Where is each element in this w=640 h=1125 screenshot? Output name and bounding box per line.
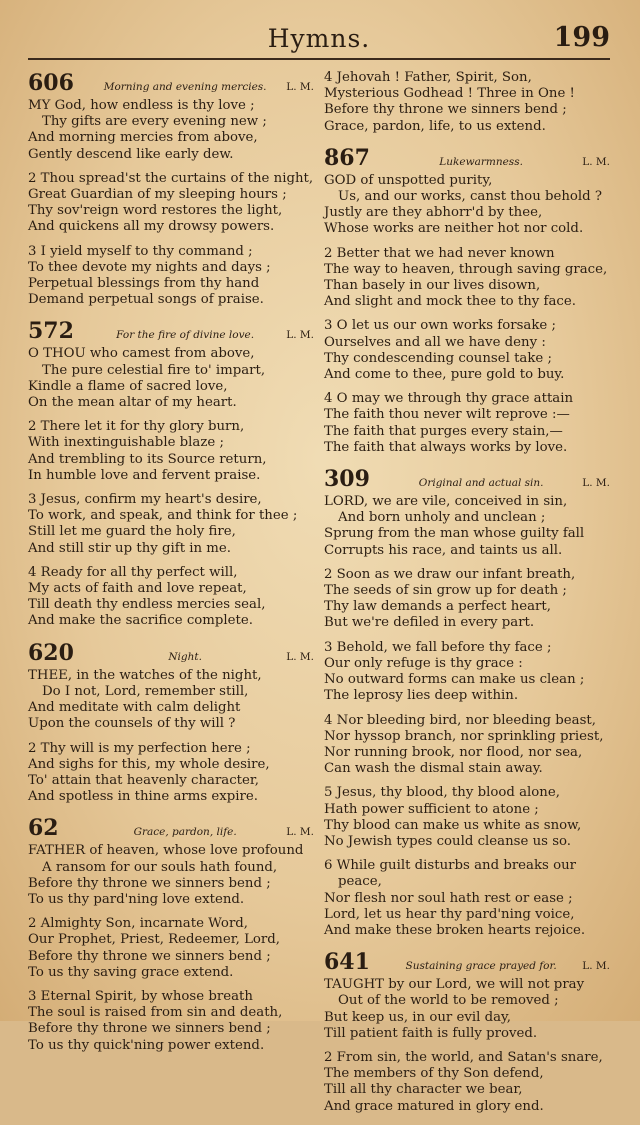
hymn [324,70,610,135]
verse-line: 4 Nor bleeding bird, nor bleeding beast, [324,712,596,728]
verse-line: And sighs for this, my whole desire, [28,756,270,772]
hymn-heading [28,640,314,666]
verse-line: Nor flesh nor soul hath rest or ease ; [324,890,573,906]
verse [324,785,610,850]
verse [28,668,314,733]
verse-line: THEE, in the watches of the night, [28,667,262,683]
verse-line: O THOU who camest from above, [28,346,255,362]
verse-line: My acts of faith and love repeat, [28,581,247,597]
verse-line: But we're defiled in every part. [324,615,535,631]
verse-line: To us thy saving grace extend. [28,964,234,980]
verse-line: Corrupts his race, and taints us all. [324,542,563,558]
verse-line: And still stir up thy gift in me. [28,540,232,556]
verse-line: Nor hyssop branch, nor sprinkling priest, [324,728,604,744]
verse [324,318,610,383]
verse-line: Still let me guard the holy fire, [28,524,236,540]
verse-line: Grace, pardon, life, to us extend. [324,118,546,134]
verse [324,977,610,1042]
hymn [28,318,314,629]
verse-line: TAUGHT by our Lord, we will not pray [324,977,585,993]
column-2 [324,70,610,1125]
verse-line: The faith thou never wilt reprove :— [324,407,570,423]
hymn-meter: L. M. [286,650,314,663]
verse-line: 2 From sin, the world, and Satan's snare, [324,1049,603,1065]
hymn-number: 309 [324,466,370,493]
verse [324,1050,610,1115]
hymn-meter: L. M. [286,81,314,93]
verse-line: But keep us, in our evil day, [324,1009,512,1025]
verse-line: peace, [338,874,382,890]
verse-line: Ourselves and all we have deny : [324,334,546,350]
verse [324,640,610,705]
hymn [28,640,314,806]
verse-line: 3 Jesus, confirm my heart's desire, [28,492,262,508]
verse-line: 2 Almighty Son, incarnate Word, [28,916,249,932]
verse-line: And make these broken hearts rejoice. [324,922,586,938]
verse [324,173,610,238]
verse-line: With inextinguishable blaze ; [28,435,224,451]
verse-line: A ransom for our souls hath found, [42,859,278,875]
hymn-number: 62 [28,815,59,842]
verse [324,391,610,456]
verse-line: The soul is raised from sin and death, [28,1005,283,1021]
verse-line: FATHER of heaven, whose love profound [28,843,304,859]
verse-line: Than basely in our lives disown, [324,278,541,294]
hymn-heading [28,318,314,344]
verse-line: Thy blood can make us white as snow, [324,817,582,833]
verse-line: Before thy throne we sinners bend ; [324,102,567,118]
column-1 [28,70,314,1125]
hymn-heading [28,815,314,841]
verse-line: Before thy throne we sinners bend ; [28,948,271,964]
verse-line: Out of the world to be removed ; [338,993,559,1009]
hymn-columns [28,60,610,1125]
verse-line: The faith that always works by love. [324,439,568,455]
verse [28,171,314,236]
verse-line: To' attain that heavenly character, [28,772,260,788]
verse-line: And born unholy and unclean ; [338,510,546,526]
verse-line: 3 I yield myself to thy command ; [28,243,253,259]
verse-line: Nor running brook, nor flood, nor sea, [324,744,583,760]
verse-line: And morning mercies from above, [28,130,258,146]
verse-line: Upon the counsels of thy will ? [28,716,236,732]
verse-line: And quickens all my drowsy powers. [28,219,275,235]
page-title: Hymns. [267,24,371,53]
verse [28,492,314,557]
verse-line: Thy law demands a perfect heart, [324,599,551,615]
verse-line: On the mean altar of my heart. [28,395,237,411]
hymn-meter: L. M. [286,329,314,342]
hymn-theme: Grace, pardon, life. [133,826,237,839]
verse-line: 6 While guilt disturbs and breaks our [324,858,577,874]
verse-line: 2 There let it for thy glory burn, [28,419,245,435]
verse-line: 4 O may we through thy grace attain [324,391,574,407]
hymn-meter: L. M. [286,826,314,839]
verse-line: Hath power sufficient to atone ; [324,801,539,817]
verse-line: 4 Jehovah ! Father, Spirit, Son, [324,70,532,85]
verse [28,916,314,981]
hymn-theme: Morning and evening mercies. [103,81,267,93]
verse [324,70,610,135]
verse-line: Justly are they abhorr'd by thee, [324,205,543,221]
hymn-heading [324,466,610,492]
verse-line: The members of thy Son defend, [324,1066,544,1082]
verse-line: The pure celestial fire to' impart, [42,362,266,378]
verse-line: The faith that purges every stain,— [324,423,563,439]
verse-line: To thee devote my nights and days ; [28,259,271,275]
verse [324,567,610,632]
verse-line: Till all thy character we bear, [324,1082,523,1098]
verse-line: 2 Better that we had never known [324,245,555,261]
hymn-theme: Night. [168,650,202,663]
verse-line: The leprosy lies deep within. [324,688,519,704]
hymn-theme: For the fire of divine love. [116,329,255,342]
verse-line: And come to thee, pure gold to buy. [324,367,565,383]
verse-line: Till patient faith is fully proved. [324,1025,538,1041]
verse-line: 2 Thy will is my perfection here ; [28,740,251,756]
verse-line: 2 Thou spread'st the curtains of the night, [28,170,314,186]
verse [324,858,610,939]
verse-line: Demand perpetual songs of praise. [28,292,264,308]
verse-line: And trembling to its Source return, [28,451,267,467]
hymn-number: 606 [28,70,74,96]
verse [28,419,314,484]
hymn-meter: L. M. [582,155,610,168]
verse-line: In humble love and fervent praise. [28,467,261,483]
hymn-number: 641 [324,949,370,976]
verse-line: The seeds of sin grow up for death ; [324,583,567,599]
hymn-meter: L. M. [582,960,610,973]
hymn [28,815,314,1053]
verse-line: And make the sacrifice complete. [28,613,253,629]
verse-line: Mysterious Godhead ! Three in One ! [324,86,575,102]
verse-line: Whose works are neither hot nor cold. [324,221,584,237]
verse [28,989,314,1054]
verse [324,246,610,311]
verse [28,843,314,908]
hymn-number: 572 [28,318,74,345]
verse-line: 5 Jesus, thy blood, thy blood alone, [324,785,560,801]
verse [28,565,314,630]
verse [324,494,610,559]
verse-line: Before thy throne we sinners bend ; [28,1021,271,1037]
verse-line: 3 Eternal Spirit, by whose breath [28,988,253,1004]
hymn-theme: Lukewarmness. [439,155,523,168]
verse-line: And slight and mock thee to thy face. [324,294,576,310]
hymn-theme: Original and actual sin. [418,477,544,490]
verse-line: And spotless in thine arms expire. [28,789,258,805]
verse [28,346,314,411]
hymn [324,949,610,1115]
verse-line: LORD, we are vile, conceived in sin, [324,494,568,510]
hymn [324,466,610,939]
verse-line: Do I not, Lord, remember still, [42,683,249,699]
verse-line: To us thy quick'ning power extend. [28,1037,265,1053]
verse-line: MY God, how endless is thy love ; [28,98,255,113]
verse-line: 2 Soon as we draw our infant breath, [324,566,576,582]
page-number: 199 [553,22,610,53]
hymn-heading [324,145,610,171]
hymn-theme: Sustaining grace prayed for. [405,960,557,973]
hymn [324,145,610,456]
verse-line: No Jewish types could cleanse us so. [324,833,572,849]
verse-line: GOD of unspotted purity, [324,172,493,188]
verse [28,98,314,163]
verse-line: Can wash the dismal stain away. [324,761,543,777]
verse-line: Kindle a flame of sacred love, [28,378,228,394]
hymn-meter: L. M. [582,477,610,490]
verse-line: Us, and our works, canst thou behold ? [338,189,603,205]
hymn-heading [324,949,610,975]
verse-line: Thy condescending counsel take ; [324,350,552,366]
verse-line: The way to heaven, through saving grace, [324,261,608,277]
page-header [28,18,610,60]
verse-line: Our only refuge is thy grace : [324,655,523,671]
verse-line: Till death thy endless mercies seal, [28,597,266,613]
verse-line: Gently descend like early dew. [28,146,234,162]
verse-line: And meditate with calm delight [28,700,241,716]
verse-line: Before thy throne we sinners bend ; [28,875,271,891]
hymn-heading [28,70,314,96]
verse-line: To work, and speak, and think for thee ; [28,508,298,524]
verse-line: 3 Behold, we fall before thy face ; [324,639,552,655]
verse-line: Thy gifts are every evening new ; [42,114,267,130]
verse-line: Great Guardian of my sleeping hours ; [28,187,287,203]
verse [324,713,610,778]
verse-line: Sprung from the man whose guilty fall [324,526,585,542]
verse-line: Our Prophet, Priest, Redeemer, Lord, [28,932,281,948]
verse-line: 4 Ready for all thy perfect will, [28,564,238,580]
verse [28,244,314,309]
hymn-number: 620 [28,639,74,666]
verse-line: No outward forms can make us clean ; [324,672,585,688]
hymn [28,70,314,308]
verse-line: Perpetual blessings from thy hand [28,276,260,292]
verse [28,741,314,806]
verse-line: Thy sov'reign word restores the light, [28,203,283,219]
verse-line: And grace matured in glory end. [324,1098,544,1114]
verse-line: Lord, let us hear thy pard'ning voice, [324,906,575,922]
verse-line: 3 O let us our own works forsake ; [324,318,556,334]
verse-line: To us thy pard'ning love extend. [28,891,245,907]
hymn-number: 867 [324,144,370,171]
